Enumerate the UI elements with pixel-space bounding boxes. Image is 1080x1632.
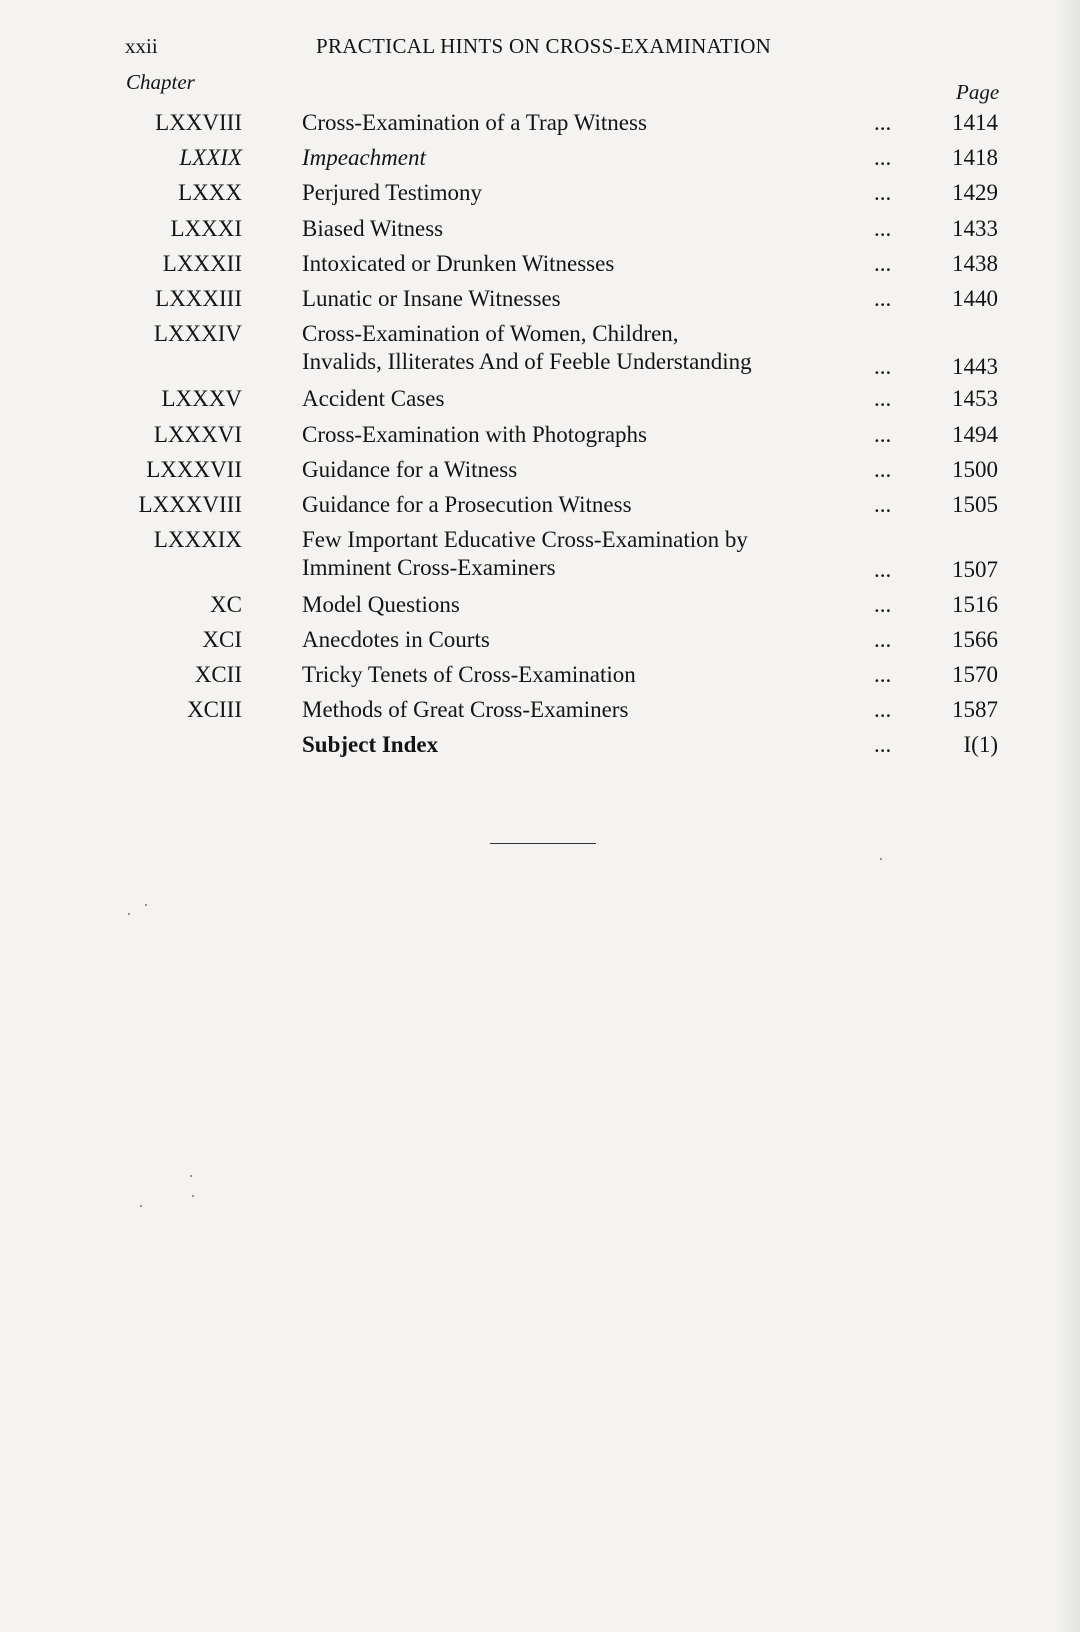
chapter-title: Cross-Examination with Photographs: [302, 422, 647, 447]
page-number: 1566: [952, 627, 998, 652]
chapter-number: LXXXII: [162, 251, 242, 276]
chapter-title: Biased Witness: [302, 216, 444, 241]
page-number: 1570: [952, 662, 998, 687]
page-number: 1443: [952, 354, 998, 379]
page-number: 1433: [952, 216, 998, 241]
dot-leader: ...: [874, 251, 892, 276]
chapter-title: [302, 527, 748, 581]
chapter-title-line-2: Imminent Cross-Examiners: [302, 555, 556, 580]
dot-leader: ...: [874, 457, 892, 482]
dot-leader: ...: [874, 492, 892, 517]
running-header-title: PRACTICAL HINTS ON CROSS-EXAMINATION: [316, 34, 772, 58]
page-column-heading: Page: [956, 80, 1000, 104]
dot-leader: ...: [874, 145, 892, 170]
page-number: 1429: [952, 180, 998, 205]
chapter-column-heading: Chapter: [126, 70, 195, 94]
chapter-title: Anecdotes in Courts: [302, 627, 490, 652]
header-page-number: xxii: [125, 34, 158, 58]
end-rule: [490, 843, 596, 844]
page-edge-shadow: [1054, 0, 1080, 1632]
chapter-number: LXXXVII: [146, 457, 242, 482]
chapter-title: Perjured Testimony: [302, 180, 483, 205]
chapter-title: Lunatic or Insane Witnesses: [302, 286, 561, 311]
chapter-title: Tricky Tenets of Cross-Examination: [302, 662, 636, 687]
dot-leader: ...: [874, 180, 892, 205]
page-number: 1414: [952, 110, 998, 135]
dot-leader: ...: [874, 216, 892, 241]
page-number: 1494: [952, 422, 998, 447]
dot-leader: ...: [874, 422, 892, 447]
page-number: 1507: [952, 557, 998, 582]
dot-leader: ...: [874, 386, 892, 411]
dot-leader: ...: [874, 354, 892, 379]
chapter-title: Model Questions: [302, 592, 460, 617]
chapter-title: Cross-Examination of a Trap Witness: [302, 110, 647, 135]
chapter-title: Methods of Great Cross-Examiners: [302, 697, 629, 722]
dot-leader: ...: [874, 732, 892, 757]
chapter-number: XCIII: [187, 697, 242, 722]
page-number: 1440: [952, 286, 998, 311]
chapter-title-line-1: Few Important Educative Cross-Examination by: [302, 527, 748, 552]
chapter-title: Subject Index: [302, 732, 439, 757]
chapter-title: Guidance for a Prosecution Witness: [302, 492, 632, 517]
chapter-number: XC: [210, 592, 242, 617]
page-number: 1438: [952, 251, 998, 276]
chapter-number: LXXVIII: [155, 110, 242, 135]
chapter-number: LXXX: [178, 180, 242, 205]
dot-leader: ...: [874, 557, 892, 582]
chapter-title: Impeachment: [302, 145, 426, 170]
chapter-number: LXXXV: [161, 386, 242, 411]
chapter-title: Guidance for a Witness: [302, 457, 518, 482]
page-number: 1505: [952, 492, 998, 517]
chapter-title: Accident Cases: [302, 386, 445, 411]
chapter-title: [302, 321, 752, 375]
chapter-number: LXXXI: [170, 216, 242, 241]
chapter-number: LXXIX: [179, 145, 242, 170]
page-number: 1418: [952, 145, 998, 170]
dot-leader: ...: [874, 662, 892, 687]
chapter-number: XCI: [202, 627, 242, 652]
chapter-number: LXXXIV: [153, 321, 242, 346]
chapter-title-line-1: Cross-Examination of Women, Children,: [302, 321, 679, 346]
chapter-title: Intoxicated or Drunken Witnesses: [302, 251, 615, 276]
dot-leader: ...: [874, 110, 892, 135]
chapter-number: XCII: [194, 662, 242, 687]
chapter-number: LXXXVI: [153, 422, 242, 447]
chapter-number: LXXXIX: [153, 527, 242, 552]
page-number: 1453: [952, 386, 998, 411]
page-number: 1516: [952, 592, 998, 617]
page-number: 1587: [952, 697, 998, 722]
chapter-number: LXXXVIII: [138, 492, 242, 517]
show-through-texture: [120, 60, 1020, 1560]
chapter-title-line-2: Invalids, Illiterates And of Feeble Understanding: [302, 349, 752, 374]
dot-leader: ...: [874, 592, 892, 617]
dot-leader: ...: [874, 286, 892, 311]
page-number: 1500: [952, 457, 998, 482]
dot-leader: ...: [874, 627, 892, 652]
chapter-number: LXXXIII: [155, 286, 242, 311]
dot-leader: ...: [874, 697, 892, 722]
page-number: I(1): [963, 732, 998, 757]
